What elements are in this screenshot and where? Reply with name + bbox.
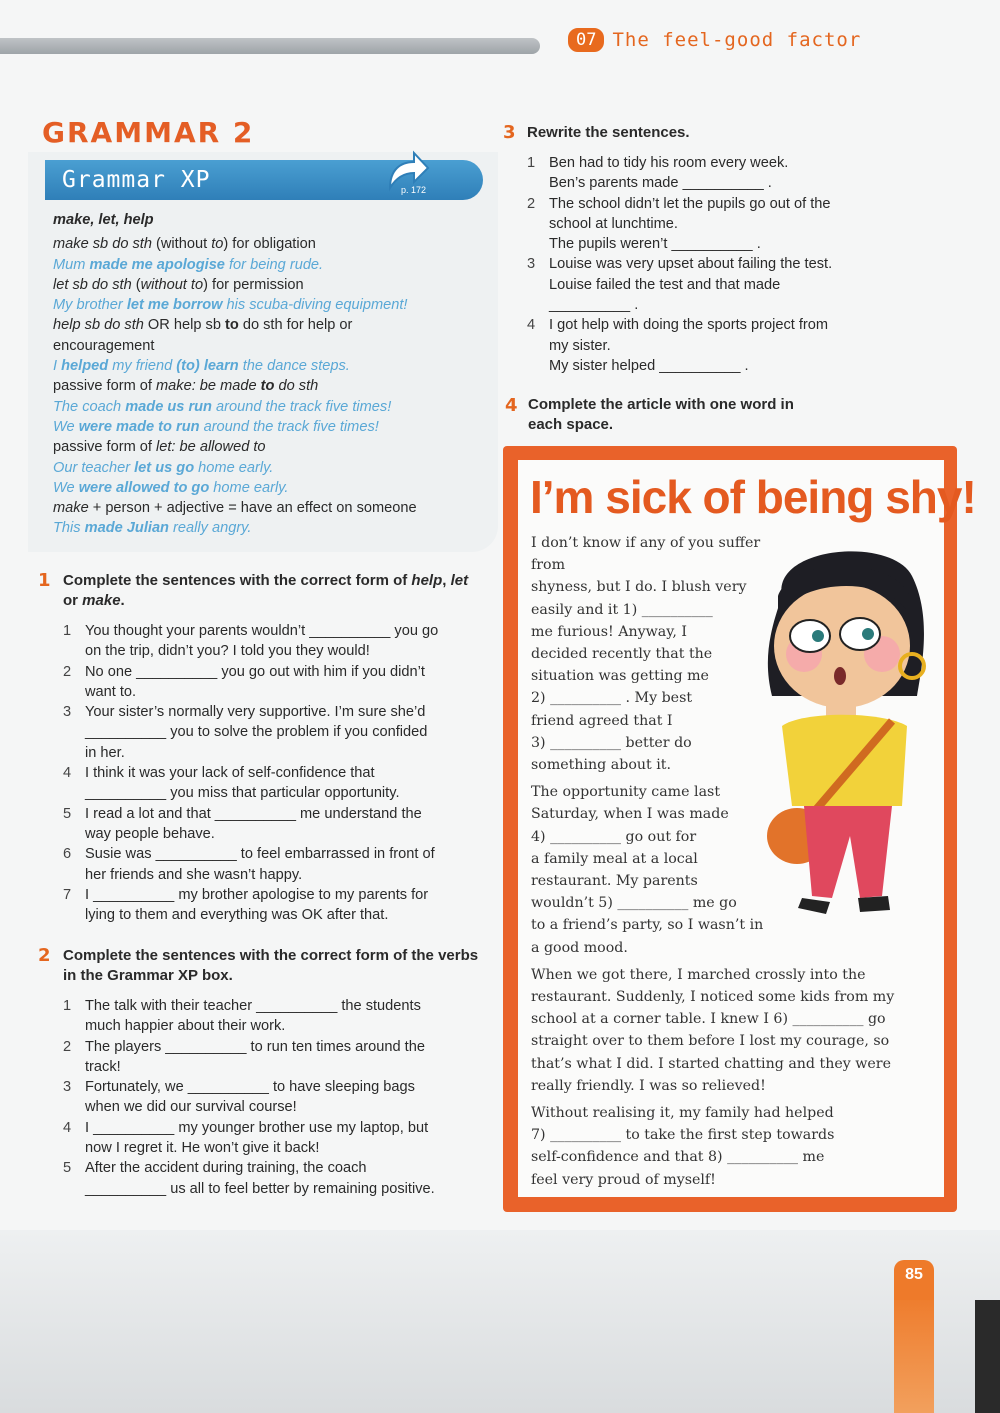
chapter-number: 07 xyxy=(568,28,604,52)
exercise-item xyxy=(63,804,493,845)
article-line: friend agreed that I xyxy=(531,712,673,729)
article-line: feel very proud of myself! xyxy=(531,1171,716,1188)
article-line: I don’t know if any of you suffer from xyxy=(531,535,761,574)
chapter-title: The feel-good factor xyxy=(612,29,862,51)
article-line: When we got there, I marched crossly into the xyxy=(531,966,866,983)
exercise-2-number: 2 xyxy=(38,945,51,966)
exercise-item xyxy=(63,885,493,926)
article-line: a family meal at a local xyxy=(531,850,698,867)
article-line: restaurant. My parents xyxy=(531,873,698,890)
article-line: shyness, but I do. I blush very xyxy=(531,579,747,596)
item-number: 3 xyxy=(527,256,536,273)
item-text: The talk with their teacher __________ the students much happier about their work. xyxy=(85,998,421,1035)
exercise-2-instruction: Complete the sentences with the correct form of the verbs in the Grammar XP box. xyxy=(63,947,479,984)
item-text: I think it was your lack of self-confidence that __________ you miss that particular opportunity. xyxy=(85,765,400,802)
item-text: I got help with doing the sports project from my sister. My sister helped __________ . xyxy=(549,317,829,374)
exercise-item xyxy=(63,1037,493,1078)
item-text: The school didn’t let the pupils go out of the school at lunchtime. The pupils weren’t __________ . xyxy=(549,195,831,253)
article-line: situation was getting me xyxy=(531,668,709,685)
exercise-item xyxy=(63,1158,493,1199)
exercise-2-items xyxy=(63,996,493,1199)
exercise-3-instruction: Rewrite the sentences. xyxy=(527,124,690,141)
grammar-rule: make + person + adjective = have an effect on someone xyxy=(53,500,417,517)
item-number: 2 xyxy=(63,663,72,680)
item-number: 3 xyxy=(63,1079,72,1096)
article-paragraph-2 xyxy=(531,781,791,959)
page-reference[interactable]: p. 172 xyxy=(401,185,427,195)
article-line: 7) __________ to take the first step towards xyxy=(531,1127,835,1144)
exercise-item xyxy=(63,702,493,763)
article-line: to a friend’s party, so I wasn’t in xyxy=(531,917,764,934)
article-line: me furious! Anyway, I xyxy=(531,623,687,640)
article-line: that’s what I did. I started chatting and they were xyxy=(531,1055,891,1072)
grammar-example: My brother let me borrow his scuba-diving equipment! xyxy=(53,297,408,314)
exercise-item xyxy=(63,662,493,703)
exercise-4-instruction: Complete the article with one word in each space. xyxy=(528,396,794,433)
grammar-example: I helped my friend (to) learn the dance steps. xyxy=(53,358,350,375)
article-title: I’m sick of being shy! xyxy=(530,471,976,523)
page-shadow xyxy=(0,1230,1000,1413)
article-line: something about it. xyxy=(531,757,671,774)
page-tab xyxy=(894,1290,934,1413)
article-line: 2) __________ . My best xyxy=(531,690,693,707)
item-number: 1 xyxy=(63,998,72,1014)
item-number: 1 xyxy=(527,155,536,171)
item-text: Louise was very upset about failing the test. Louise failed the test and that made __________ . xyxy=(549,256,833,314)
article-line: straight over to them before I lost my courage, so xyxy=(531,1033,890,1050)
article-line: restaurant. Suddenly, I noticed some kids from my xyxy=(531,989,895,1006)
item-number: 5 xyxy=(63,1160,72,1177)
exercise-item xyxy=(527,315,947,376)
article-line: Without realising it, my family had helped xyxy=(531,1105,834,1122)
article-line: self-confidence and that 8) __________ me xyxy=(531,1149,825,1166)
grammar-example: We were allowed to go home early. xyxy=(53,479,289,496)
grammar-rule: passive form of make: be made to do sth xyxy=(53,378,319,395)
item-number: 2 xyxy=(527,195,536,212)
article-line: 4) __________ go out for xyxy=(531,828,697,845)
section-title: GRAMMAR 2 xyxy=(42,116,255,149)
grammar-rule: let sb do sth (without to) for permission xyxy=(53,276,304,293)
item-text: I __________ my brother apologise to my parents for lying to them and everything was OK after that. xyxy=(85,886,429,924)
item-number: 4 xyxy=(527,317,536,334)
exercise-4-number: 4 xyxy=(505,395,518,416)
grammar-xp-title: Grammar XP xyxy=(62,167,211,193)
page-number: 85 xyxy=(894,1260,934,1300)
article-line: The opportunity came last xyxy=(531,784,721,801)
exercise-3-items xyxy=(527,153,947,376)
grammar-rule: make sb do sth (without to) for obligation xyxy=(53,236,316,253)
grammar-example: Our teacher let us go home early. xyxy=(53,459,274,476)
grammar-example: Mum made me apologise for being rude. xyxy=(53,256,324,273)
item-text: Susie was __________ to feel embarrassed in front of her friends and she wasn’t happy. xyxy=(85,846,435,883)
grammar-rule: encouragement xyxy=(53,337,155,354)
item-number: 5 xyxy=(63,805,72,822)
grammar-rule: passive form of let: be allowed to xyxy=(53,439,266,456)
item-text: No one __________ you go out with him if you didn’t want to. xyxy=(85,663,425,700)
exercise-item xyxy=(63,1118,493,1159)
article-line: wouldn’t 5) __________ me go xyxy=(531,895,737,912)
item-number: 7 xyxy=(63,886,72,903)
item-number: 2 xyxy=(63,1038,72,1055)
article-line: decided recently that the xyxy=(531,646,713,663)
item-text: Your sister’s normally very supportive. I’m sure she’d __________ you to solve the problem if you confided in her. xyxy=(85,704,428,761)
exercise-item xyxy=(63,844,493,885)
item-number: 4 xyxy=(63,1119,72,1136)
article-line: Saturday, when I was made xyxy=(531,806,729,823)
item-text: I __________ my younger brother use my laptop, but now I regret it. He won’t give it back! xyxy=(85,1119,429,1157)
exercise-1-instruction: Complete the sentences with the correct form of help, let or make. xyxy=(63,572,469,609)
exercise-item xyxy=(63,621,493,662)
exercise-item xyxy=(63,763,493,804)
grammar-xp-lines xyxy=(53,234,483,538)
item-number: 3 xyxy=(63,704,72,721)
item-text: I read a lot and that __________ me understand the way people behave. xyxy=(85,805,422,842)
chapter-header xyxy=(568,28,861,52)
exercise-item xyxy=(527,254,947,315)
item-text: The players __________ to run ten times around the track! xyxy=(85,1038,425,1075)
exercise-3-number: 3 xyxy=(503,122,516,143)
exercise-1-number: 1 xyxy=(38,570,51,591)
article-line: school at a corner table. I knew I 6) __________ go xyxy=(531,1011,886,1028)
item-number: 6 xyxy=(63,846,72,863)
article-line: easily and it 1) __________ xyxy=(531,601,713,618)
article-body xyxy=(531,532,931,1196)
exercise-item xyxy=(527,194,947,255)
item-text: After the accident during training, the coach __________ us all to feel better by remaining positive. xyxy=(85,1160,435,1197)
item-text: Ben had to tidy his room every week. Ben’s parents made __________ . xyxy=(549,155,789,192)
exercise-item xyxy=(527,153,947,194)
item-text: You thought your parents wouldn’t __________ you go on the trip, didn’t you? I told you they would! xyxy=(85,623,439,660)
item-number: 4 xyxy=(63,765,72,782)
grammar-xp-heading: make, let, help xyxy=(53,212,154,228)
item-number: 1 xyxy=(63,623,72,639)
grammar-example: The coach made us run around the track five times! xyxy=(53,398,392,415)
grammar-example: This made Julian really angry. xyxy=(53,520,252,537)
exercise-item xyxy=(63,1077,493,1118)
article-paragraph-4 xyxy=(531,1102,931,1191)
article-line: a good mood. xyxy=(531,939,628,956)
article-line: really friendly. I was so relieved! xyxy=(531,1077,766,1094)
article-line: 3) __________ better do xyxy=(531,734,692,751)
exercise-item xyxy=(63,996,493,1037)
exercise-1-items xyxy=(63,621,493,925)
article-paragraph-1 xyxy=(531,532,791,776)
top-bar xyxy=(0,38,540,54)
grammar-rule: help sb do sth OR help sb to do sth for help or xyxy=(53,317,353,334)
item-text: Fortunately, we __________ to have sleeping bags when we did our survival course! xyxy=(85,1079,415,1116)
grammar-xp-content xyxy=(53,210,483,539)
article-paragraph-3 xyxy=(531,964,931,1097)
binding-edge xyxy=(975,1300,1000,1413)
grammar-example: We were made to run around the track five times! xyxy=(53,418,379,435)
